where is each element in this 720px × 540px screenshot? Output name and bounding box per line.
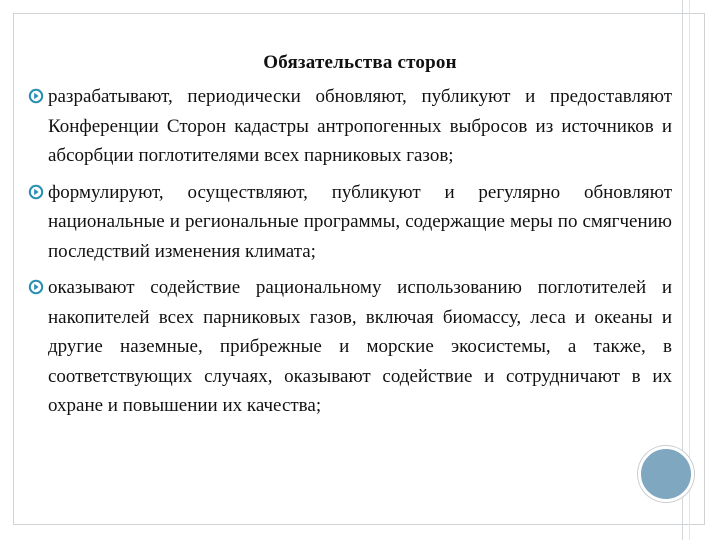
circle-triangle-bullet-icon bbox=[28, 88, 44, 104]
bullet-item bbox=[28, 273, 672, 421]
bullet-item bbox=[28, 178, 672, 267]
bullet-text: разрабатывают, периодически обновляют, публикуют и предоставляют Конференции Сторон кадастры антропогенных выбросов из источников и абсорбции поглотителями всех парниковых газов; bbox=[48, 86, 672, 166]
circle-triangle-bullet-icon bbox=[28, 279, 44, 295]
slide-title: Обязательства сторон bbox=[263, 52, 457, 73]
bullet-text: оказывают содействие рациональному использованию поглотителей и накопителей всех парниковых газов, включая биомассу, леса и океаны и другие наземные, прибрежные и морские экосистемы, а также, в соответствующих случаях, оказывают содействие и сотрудничают в их охране и повышении их качества; bbox=[48, 277, 672, 416]
bullet-item bbox=[28, 82, 672, 171]
bullet-text: формулируют, осуществляют, публикуют и регулярно обновляют национальные и региональные программы, содержащие меры по смягчению последствий изменения климата; bbox=[48, 181, 672, 262]
bullet-list bbox=[28, 82, 672, 428]
decorative-circle bbox=[638, 446, 694, 502]
circle-triangle-bullet-icon bbox=[28, 184, 44, 200]
